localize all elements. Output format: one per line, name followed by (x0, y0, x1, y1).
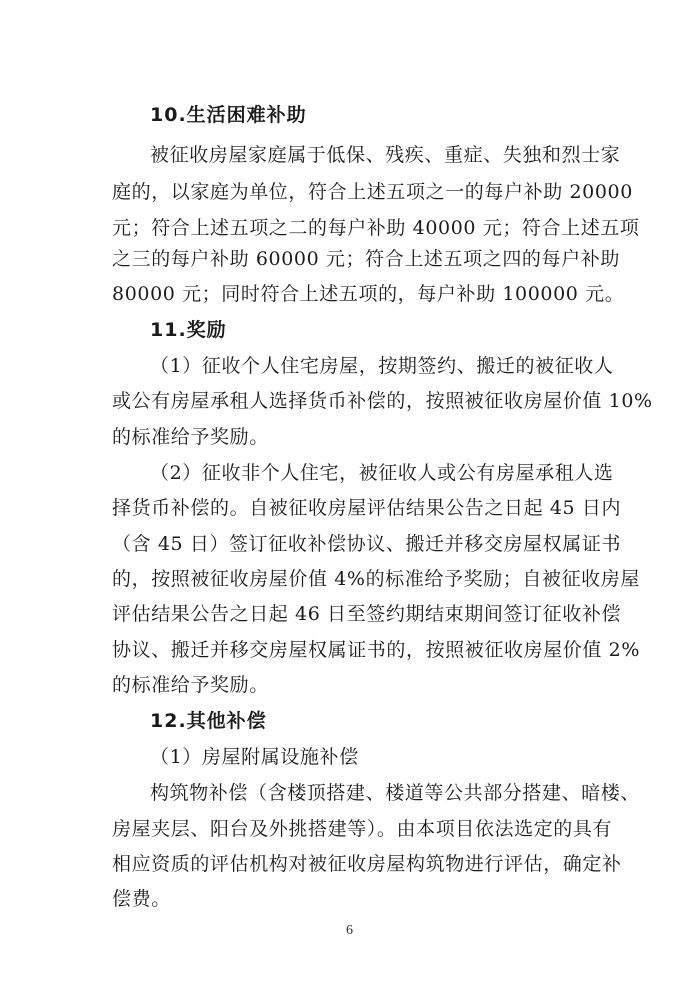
paragraph-line: 房屋夹层、阳台及外挑搭建等）。由本项目依法选定的具有 (112, 818, 613, 840)
section-heading-11: 11.奖励 (150, 319, 227, 341)
paragraph-line: 80000 元；同时符合上述五项的，每户补助 100000 元。 (112, 283, 625, 305)
paragraph-line: 的标准给予奖励。 (112, 426, 269, 448)
paragraph-line: 元；符合上述五项之二的每户补助 40000 元；符合上述五项 (112, 217, 640, 239)
paragraph-line: 评估结果公告之日起 46 日至签约期结束期间签订征收补偿 (112, 603, 622, 625)
paragraph-line: 的，按照被征收房屋价值 4%的标准给予奖励；自被征收房屋 (112, 568, 640, 590)
section-heading-10: 10.生活困难补助 (150, 104, 307, 126)
paragraph-line: 择货币补偿的。自被征收房屋评估结果公告之日起 45 日内 (112, 497, 622, 519)
paragraph-line: 构筑物补偿（含楼顶搭建、楼道等公共部分搭建、暗楼、 (150, 782, 641, 804)
page-number: 6 (346, 923, 353, 938)
paragraph-line: 偿费。 (112, 888, 171, 910)
paragraph-line: 的标准给予奖励。 (112, 674, 269, 696)
section-heading-12: 12.其他补偿 (150, 710, 267, 732)
sub-heading: （1）房屋附属设施补偿 (150, 746, 359, 768)
paragraph-line: 被征收房屋家庭属于低保、残疾、重症、失独和烈士家 (150, 144, 621, 166)
paragraph-line: 或公有房屋承租人选择货币补偿的，按照被征收房屋价值 10% (112, 390, 653, 412)
paragraph-line: 庭的，以家庭为单位，符合上述五项之一的每户补助 20000 (112, 181, 633, 203)
paragraph-line: 协议、搬迁并移交房屋权属证书的，按照被征收房屋价值 2% (112, 639, 640, 661)
paragraph-line: 之三的每户补助 60000 元；符合上述五项之四的每户补助 (112, 248, 620, 270)
paragraph-line: （1）征收个人住宅房屋，按期签约、搬迁的被征收人 (150, 355, 614, 377)
paragraph-line: （2）征收非个人住宅，被征收人或公有房屋承租人选 (150, 462, 614, 484)
paragraph-line: （含 45 日）签订征收补偿协议、搬迁并移交房屋权属证书 (112, 533, 622, 555)
paragraph-line: 相应资质的评估机构对被征收房屋构筑物进行评估，确定补 (112, 853, 622, 875)
